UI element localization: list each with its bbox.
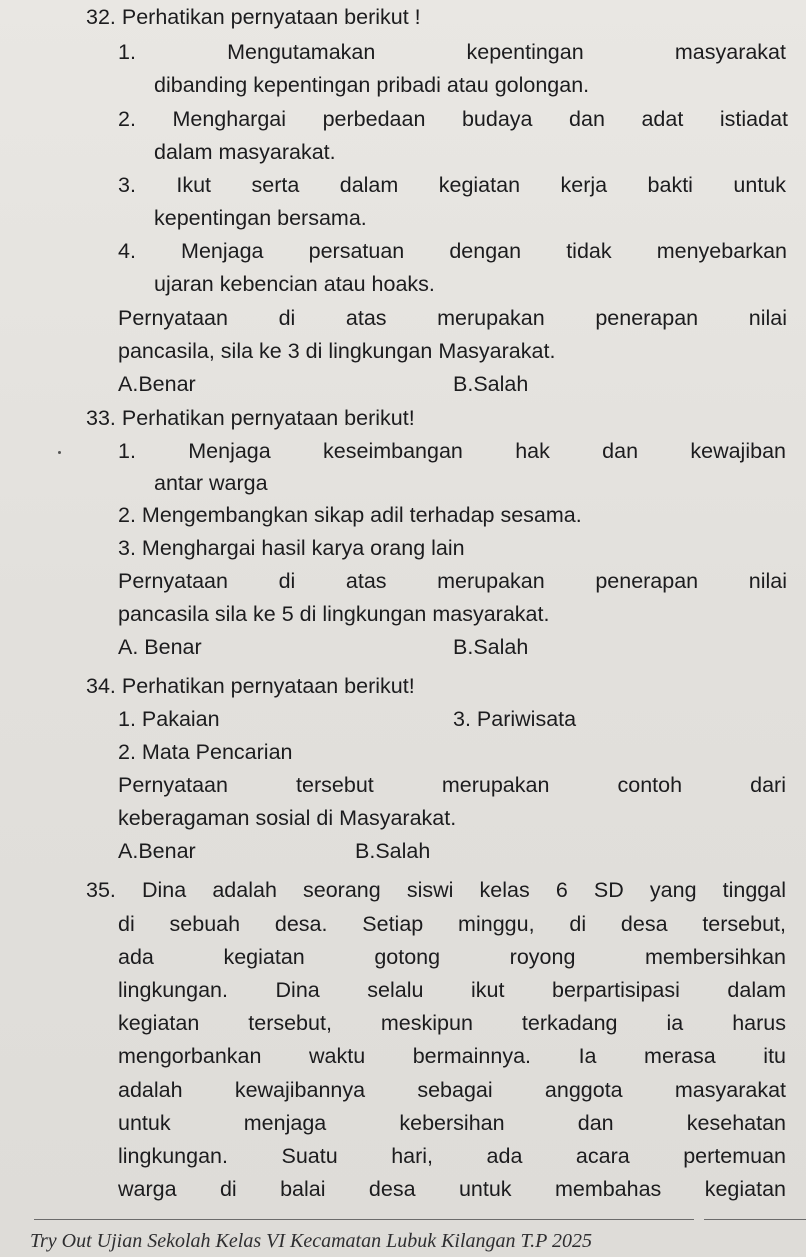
question-32-item-3-line-2: kepentingan bersama.: [154, 206, 367, 230]
question-32-item-4-line-2: ujaran kebencian atau hoaks.: [154, 272, 435, 296]
question-35-line-2: di sebuah desa. Setiap minggu, di desa tersebut,: [118, 912, 786, 936]
footer-divider-left: [34, 1219, 694, 1220]
question-32-option-a[interactable]: A.Benar: [118, 372, 196, 396]
question-34-heading: 34. Perhatikan pernyataan berikut!: [86, 674, 415, 698]
question-34-item-1: 1. Pakaian: [118, 707, 220, 731]
question-35-line-6: mengorbankan waktu bermainnya. Ia merasa itu: [118, 1044, 786, 1068]
question-34-option-b[interactable]: B.Salah: [355, 839, 431, 863]
question-32-item-1-line-2: dibanding kepentingan pribadi atau golongan.: [154, 73, 590, 97]
question-33-item-1-line-1: 1. Menjaga keseimbangan hak dan kewajiban: [118, 439, 786, 463]
question-35-line-5: kegiatan tersebut, meskipun terkadang ia harus: [118, 1011, 786, 1035]
question-32-item-2-line-1: 2. Menghargai perbedaan budaya dan adat istiadat: [118, 107, 788, 131]
question-34-option-a[interactable]: A.Benar: [118, 839, 196, 863]
question-34-statement-line-2: keberagaman sosial di Masyarakat.: [118, 806, 457, 830]
footer-divider-right: [704, 1219, 806, 1220]
question-33-item-3: 3. Menghargai hasil karya orang lain: [118, 536, 465, 560]
question-33-statement-line-2: pancasila sila ke 5 di lingkungan masyarakat.: [118, 602, 550, 626]
question-32-item-4-line-1: 4. Menjaga persatuan dengan tidak menyebarkan: [118, 239, 787, 263]
question-32-statement-line-2: pancasila, sila ke 3 di lingkungan Masyarakat.: [118, 339, 556, 363]
question-32-item-1-line-1: 1. Mengutamakan kepentingan masyarakat: [118, 40, 786, 64]
question-35-line-1: 35. Dina adalah seorang siswi kelas 6 SD yang tinggal: [86, 878, 786, 902]
question-33-heading: 33. Perhatikan pernyataan berikut!: [86, 406, 415, 430]
footer-text: Try Out Ujian Sekolah Kelas VI Kecamatan Lubuk Kilangan T.P 2025: [30, 1230, 593, 1252]
question-32-option-b[interactable]: B.Salah: [453, 372, 529, 396]
question-32-statement-line-1: Pernyataan di atas merupakan penerapan nilai: [118, 306, 787, 330]
question-34-item-2: 2. Mata Pencarian: [118, 740, 293, 764]
question-35-line-4: lingkungan. Dina selalu ikut berpartisipasi dalam: [118, 978, 786, 1002]
question-32-item-2-line-2: dalam masyarakat.: [154, 140, 336, 164]
stray-dot: [58, 451, 61, 454]
question-34-item-3: 3. Pariwisata: [453, 707, 577, 731]
question-33-item-1-line-2: antar warga: [154, 471, 268, 495]
question-35-line-10: warga di balai desa untuk membahas kegiatan: [118, 1177, 786, 1201]
question-32-heading: 32. Perhatikan pernyataan berikut !: [86, 5, 421, 29]
question-35-line-3: ada kegiatan gotong royong membersihkan: [118, 945, 786, 969]
question-33-option-a[interactable]: A. Benar: [118, 635, 202, 659]
question-34-statement-line-1: Pernyataan tersebut merupakan contoh dari: [118, 773, 786, 797]
question-33-item-2: 2. Mengembangkan sikap adil terhadap sesama.: [118, 503, 582, 527]
question-33-statement-line-1: Pernyataan di atas merupakan penerapan nilai: [118, 569, 787, 593]
question-35-line-9: lingkungan. Suatu hari, ada acara pertemuan: [118, 1144, 786, 1168]
question-32-item-3-line-1: 3. Ikut serta dalam kegiatan kerja bakti untuk: [118, 173, 786, 197]
question-35-line-8: untuk menjaga kebersihan dan kesehatan: [118, 1111, 786, 1135]
question-33-option-b[interactable]: B.Salah: [453, 635, 529, 659]
question-35-line-7: adalah kewajibannya sebagai anggota masyarakat: [118, 1078, 786, 1102]
